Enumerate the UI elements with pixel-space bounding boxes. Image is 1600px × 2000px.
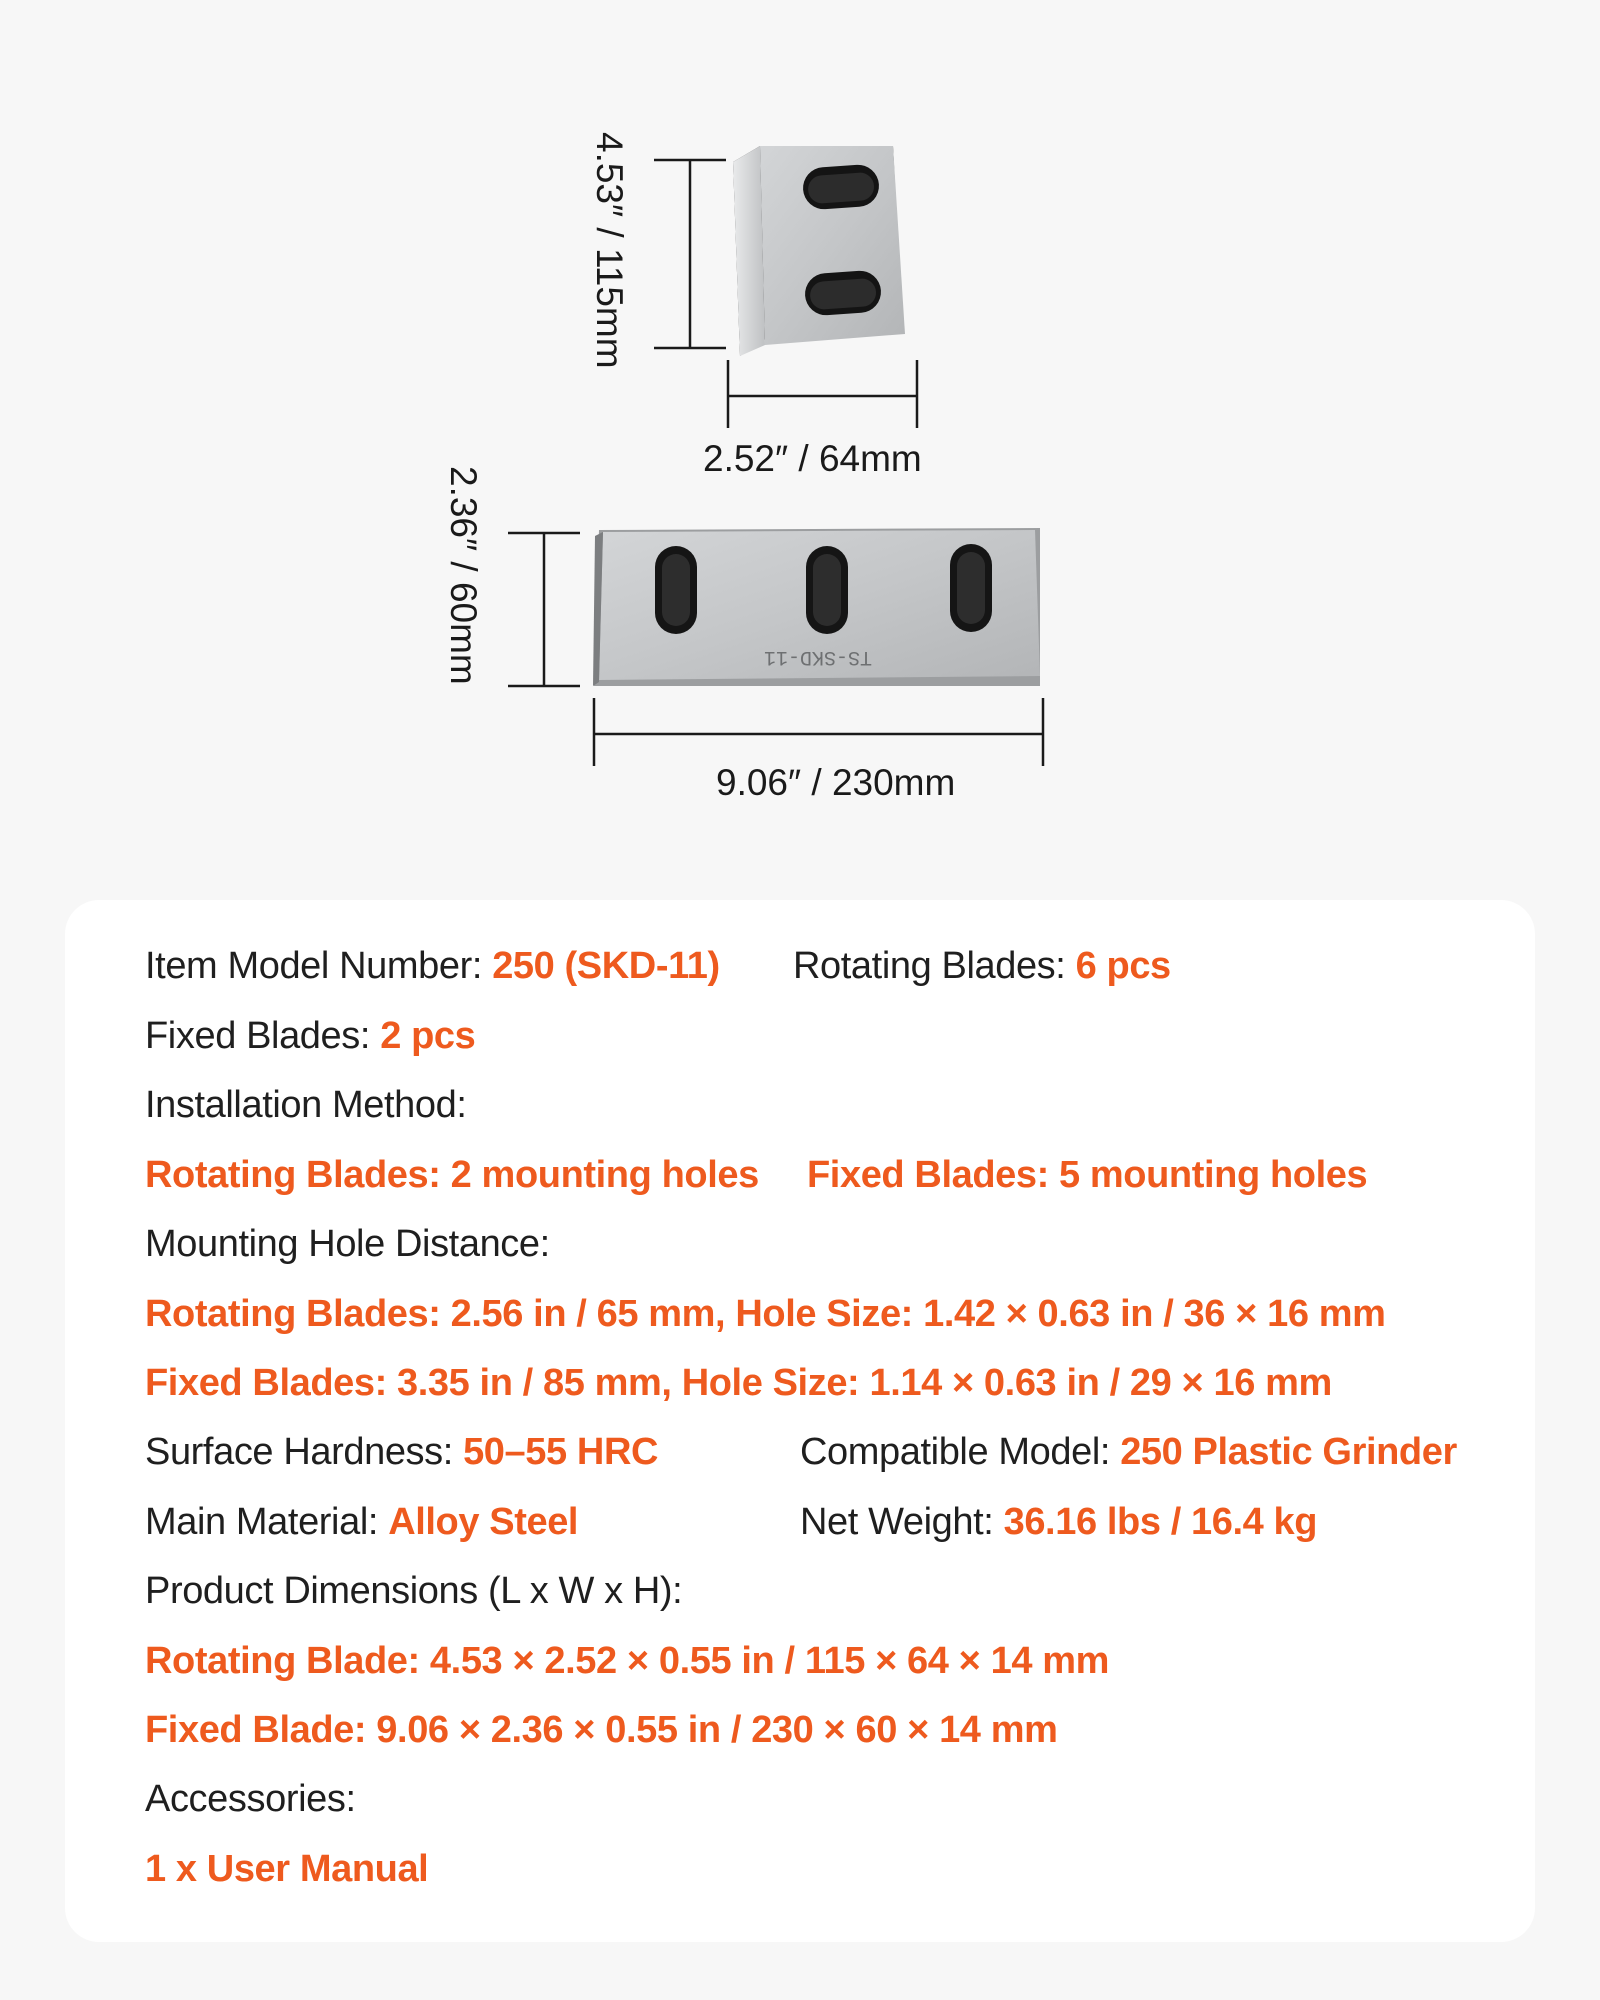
item-model-label: Item Model Number: (145, 945, 493, 987)
hardness-value: 50–55 HRC (463, 1431, 659, 1473)
material-row (145, 1503, 578, 1541)
compatible-label: Compatible Model: (800, 1431, 1121, 1473)
fixed-blade-image (593, 528, 1040, 686)
blade-engraving: TS-SKD-11 (763, 645, 872, 668)
compatible-row (800, 1433, 1457, 1471)
material-label: Main Material: (145, 1501, 389, 1543)
dimensions-fixed: Fixed Blade: 9.06 × 2.36 × 0.55 in / 230 × 60 × 14 mm (145, 1709, 1058, 1751)
accessories-value: 1 x User Manual (145, 1848, 429, 1890)
material-value: Alloy Steel (388, 1501, 579, 1543)
rotating-width-dimension (728, 360, 917, 428)
compatible-value: 250 Plastic Grinder (1120, 1431, 1457, 1473)
fixed-height-dimension (508, 533, 580, 686)
rotating-height-label: 4.53″ / 115mm (589, 132, 630, 369)
rotating-blade-image (733, 146, 905, 356)
weight-value: 36.16 lbs / 16.4 kg (1003, 1501, 1318, 1543)
dimensions-label: Product Dimensions (L x W x H): (145, 1570, 683, 1612)
rotating-blades-label: Rotating Blades: (793, 945, 1076, 987)
hole-distance-label: Mounting Hole Distance: (145, 1223, 550, 1265)
specification-card (65, 900, 1535, 1942)
item-model-value: 250 (SKD-11) (492, 945, 720, 987)
hardness-label: Surface Hardness: (145, 1431, 464, 1473)
rotating-width-label: 2.52″ / 64mm (703, 438, 922, 479)
installation-fixed: Fixed Blades: 5 mounting holes (807, 1154, 1368, 1196)
hole-distance-fixed: Fixed Blades: 3.35 in / 85 mm, Hole Size: 1.14 × 0.63 in / 29 × 16 mm (145, 1362, 1332, 1404)
fixed-width-dimension (594, 698, 1043, 766)
rotating-blades-value: 6 pcs (1075, 945, 1171, 987)
fixed-height-label: 2.36″ / 60mm (443, 466, 484, 685)
item-model-row (145, 947, 720, 985)
weight-row (800, 1503, 1317, 1541)
accessories-label: Accessories: (145, 1778, 356, 1820)
rotating-blades-row (793, 947, 1171, 985)
fixed-width-label: 9.06″ / 230mm (716, 762, 956, 803)
rotating-height-dimension (654, 160, 726, 348)
hardness-row (145, 1433, 658, 1471)
weight-label: Net Weight: (800, 1501, 1004, 1543)
hole-distance-rotating: Rotating Blades: 2.56 in / 65 mm, Hole Size: 1.42 × 0.63 in / 36 × 16 mm (145, 1293, 1386, 1335)
fixed-blades-row (145, 1017, 475, 1055)
fixed-blades-label: Fixed Blades: (145, 1015, 381, 1057)
installation-label: Installation Method: (145, 1084, 467, 1126)
dimensions-rotating: Rotating Blade: 4.53 × 2.52 × 0.55 in / 115 × 64 × 14 mm (145, 1640, 1110, 1682)
fixed-blades-value: 2 pcs (380, 1015, 476, 1057)
installation-rotating: Rotating Blades: 2 mounting holes (145, 1154, 759, 1196)
